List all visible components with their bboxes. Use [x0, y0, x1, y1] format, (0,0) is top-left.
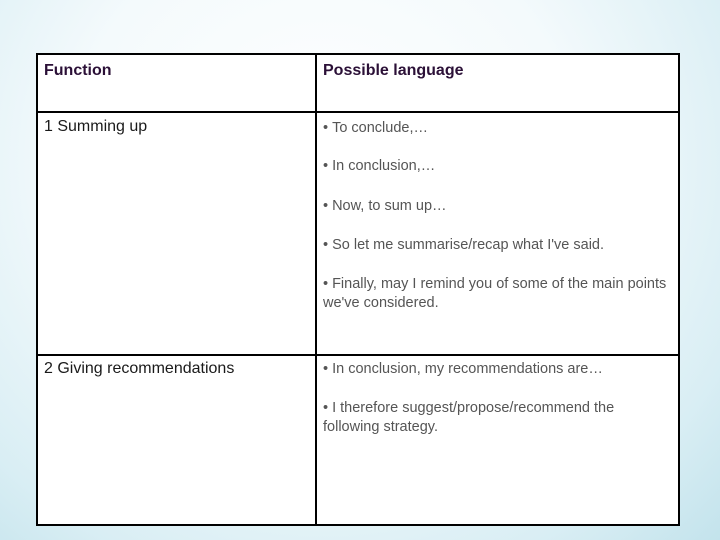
bullet-icon: • — [323, 158, 329, 174]
column-divider — [315, 55, 317, 524]
bullet-icon: • — [323, 237, 329, 253]
bullet-icon: • — [323, 400, 329, 416]
row-function-giving-recommendations: 2 Giving recommendations — [44, 360, 235, 377]
bullet-icon: • — [323, 276, 329, 292]
list-item: • In conclusion,… — [323, 158, 436, 174]
header-possible-language: Possible language — [323, 62, 464, 79]
list-item: • Now, to sum up… — [323, 198, 447, 214]
list-item: • To conclude,… — [323, 120, 428, 136]
row-divider — [38, 354, 678, 356]
row-function-summing-up: 1 Summing up — [44, 118, 148, 135]
header-row-divider — [38, 111, 678, 113]
bullet-icon: • — [323, 361, 329, 377]
list-item: • I therefore suggest/propose/recommend the following strategy. — [323, 400, 615, 435]
list-item: • In conclusion, my recommendations are… — [323, 361, 603, 377]
list-item: • Finally, may I remind you of some of the main points we've considered. — [323, 276, 667, 311]
header-function: Function — [44, 62, 112, 79]
language-table — [36, 53, 680, 526]
bullet-icon: • — [323, 198, 329, 214]
list-item: • So let me summarise/recap what I've said. — [323, 237, 605, 253]
bullet-icon: • — [323, 120, 329, 136]
